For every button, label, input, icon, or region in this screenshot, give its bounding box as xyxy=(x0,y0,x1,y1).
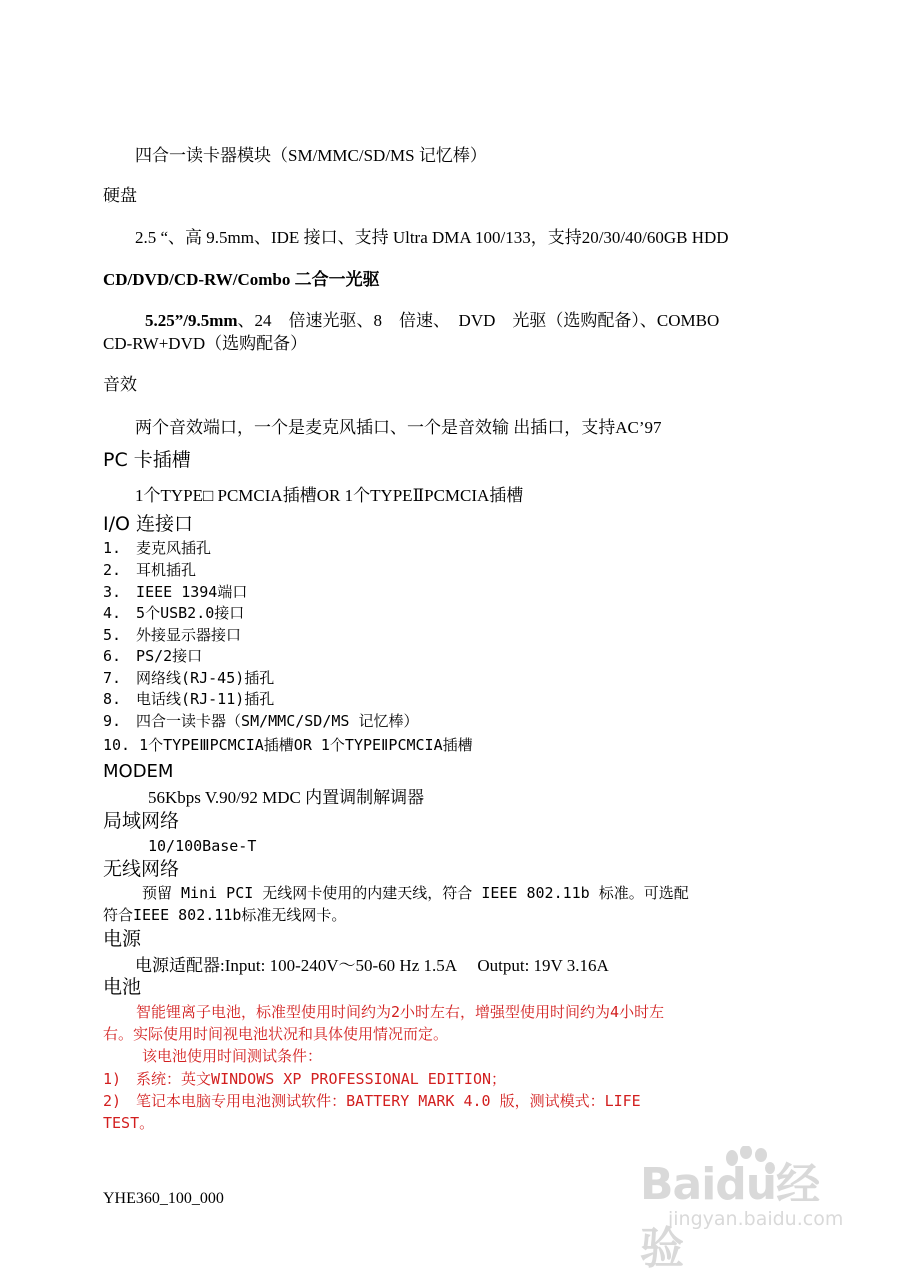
list-item: 4. 5个USB2.0接口 xyxy=(103,604,245,622)
power-spec: 电源适配器:Input: 100-240V～50-60 Hz 1.5A Output: 19V 3.16A xyxy=(135,956,609,975)
optical-drive-spec xyxy=(145,311,719,331)
watermark-url: jingyan.baidu.com xyxy=(668,1208,844,1230)
battery-spec: 智能锂离子电池，标准型使用时间约为2小时左右，增强型使用时间约为4小时左 xyxy=(136,1003,665,1021)
heading-pc-card: PC 卡插槽 xyxy=(103,449,191,471)
audio-spec: 两个音效端口，一个是麦克风插口、一个是音效输 出插口，支持AC’97 xyxy=(135,418,662,437)
list-item: 6. PS/2接口 xyxy=(103,647,203,665)
card-reader-line: 四合一读卡器模块（SM/MMC/SD/MS 记忆棒） xyxy=(135,146,487,165)
battery-test-condition-cont: TEST。 xyxy=(103,1114,155,1132)
pc-card-spec: 1个TYPE□ PCMCIA插槽OR 1个TYPEⅡPCMCIA插槽 xyxy=(135,486,524,505)
heading-optical-drive: CD/DVD/CD-RW/Combo 二合一光驱 xyxy=(103,270,380,289)
optical-drive-spec-cont: CD-RW+DVD（选购配备） xyxy=(103,334,308,353)
list-item: 10. 1个TYPEⅢPCMCIA插槽OR 1个TYPEⅡPCMCIA插槽 xyxy=(103,736,473,754)
list-item: 8. 电话线(RJ-11)插孔 xyxy=(103,690,275,708)
hard-disk-spec: 2.5 “、高 9.5mm、IDE 接口、支持 Ultra DMA 100/133，支持20/30/40/60GB HDD xyxy=(135,228,729,247)
baidu-watermark xyxy=(640,1148,860,1274)
heading-battery: 电池 xyxy=(103,976,142,998)
list-item: 7. 网络线(RJ-45)插孔 xyxy=(103,669,275,687)
heading-hard-disk: 硬盘 xyxy=(103,186,137,205)
list-item: 1. 麦克风插孔 xyxy=(103,539,212,557)
battery-test-condition: 1) 系统：英文WINDOWS XP PROFESSIONAL EDITION； xyxy=(103,1070,507,1088)
heading-audio: 音效 xyxy=(103,375,137,394)
optical-drive-size: 5.25”/9.5mm xyxy=(145,311,238,330)
list-item: 5. 外接显示器接口 xyxy=(103,626,242,644)
wireless-spec-cont: 符合IEEE 802.11b标准无线网卡。 xyxy=(103,906,347,924)
watermark-logo: Baidu经验 xyxy=(640,1159,820,1274)
heading-wireless: 无线网络 xyxy=(103,858,180,880)
document-footer-code: YHE360_100_000 xyxy=(103,1190,224,1207)
optical-drive-speeds: 、24 倍速光驱、8 倍速、 DVD 光驱（选购配备）、COMBO xyxy=(237,311,720,330)
heading-io-ports: I/O 连接口 xyxy=(103,513,193,535)
list-item: 9. 四合一读卡器（SM/MMC/SD/MS 记忆棒） xyxy=(103,712,419,730)
battery-spec-cont: 右。实际使用时间视电池状况和具体使用情况而定。 xyxy=(103,1025,449,1043)
wireless-spec: 预留 Mini PCI 无线网卡使用的内建天线，符合 IEEE 802.11b 标准。可选配 xyxy=(142,884,689,902)
battery-test-condition: 2) 笔记本电脑专用电池测试软件：BATTERY MARK 4.0 版，测试模式：LIFE xyxy=(103,1092,641,1110)
heading-lan: 局域网络 xyxy=(103,810,180,832)
lan-spec: 10/100Base-T xyxy=(148,837,257,855)
battery-test-heading: 该电池使用时间测试条件： xyxy=(142,1047,323,1065)
list-item: 2. 耳机插孔 xyxy=(103,561,197,579)
heading-modem: MODEM xyxy=(103,761,174,782)
list-item: 3. IEEE 1394端口 xyxy=(103,583,248,601)
heading-power: 电源 xyxy=(103,928,142,950)
modem-spec: 56Kbps V.90/92 MDC 内置调制解调器 xyxy=(148,788,425,807)
